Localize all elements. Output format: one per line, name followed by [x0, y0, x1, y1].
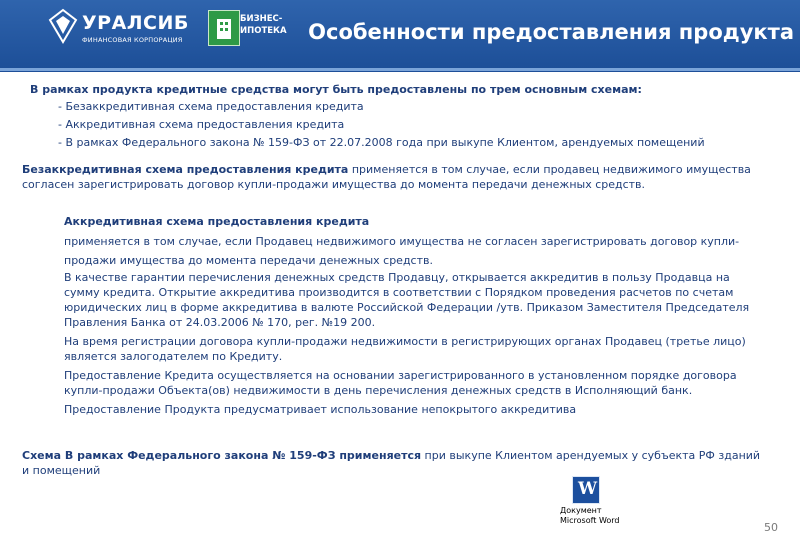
uralsib-logo: [48, 8, 198, 48]
header-divider-dark: [0, 71, 800, 72]
scheme-item: - Аккредитивная схема предоставления кредита: [58, 118, 345, 131]
badge-label: [240, 13, 287, 37]
badge-line-2: ИПОТЕКА: [240, 26, 287, 36]
scheme-item: - В рамках Федерального закона № 159-ФЗ от 22.07.2008 года при выкупе Клиентом, арендуемых помещений: [58, 136, 705, 149]
page-number: 50: [764, 521, 778, 534]
word-document-icon[interactable]: W: [572, 476, 600, 504]
embedded-word-document[interactable]: [560, 476, 640, 536]
block2-paragraph-4: Предоставление Кредита осуществляется на основании зарегистрированного в установленном порядке договора купли-продажи Объекта(ов) недвижимости в день перечисления денежных средств в Исполняющий банк.: [64, 369, 737, 397]
block2-paragraph-1: применяется в том случае, если Продавец недвижимого имущества не согласен зарегистрировать договор купли-продажи имущества до момента передачи денежных средств.: [64, 235, 740, 267]
block1-text: применяется в том случае, если продавец недвижимого имущества согласен зарегистрировать договор купли-продажи имущества до момента передачи денежных средств.: [22, 163, 751, 191]
slide-header: [0, 0, 800, 68]
page-title: Особенности предоставления продукта: [308, 20, 794, 44]
document-caption-line-2: Microsoft Word: [560, 516, 620, 525]
letter-of-credit-heading: Аккредитивная схема предоставления кредита: [64, 215, 370, 228]
document-caption: [560, 506, 620, 526]
document-caption-line-1: Документ: [560, 506, 602, 515]
federal-law-block: [22, 448, 762, 478]
letter-of-credit-block: [64, 232, 754, 421]
block2-paragraph-2: В качестве гарантии перечисления денежных средств Продавцу, открывается аккредитив в пользу Продавца на сумму кредита. Открытие аккредитива производится в соответствии с Порядком проведения расчетов по счетам юридических лиц в форме аккредитива в валюте Российской Федерации /утв. Приказом Заместителя Председателя Правления Банка от 24.03.2006 № 170, рег. №19 200.: [64, 271, 750, 329]
block2-paragraph-3: На время регистрации договора купли-продажи недвижимости в регистрирующих органах Продавец (третье лицо) является залогодателем по Кредиту.: [64, 335, 746, 363]
logo-subtitle: ФИНАНСОВАЯ КОРПОРАЦИЯ: [82, 36, 183, 44]
non-letter-of-credit-block: [22, 162, 762, 192]
business-mortgage-badge: [208, 10, 288, 44]
block1-heading: Безаккредитивная схема предоставления кредита: [22, 163, 349, 176]
badge-line-1: БИЗНЕС-: [240, 14, 283, 24]
block3-text: при выкупе Клиентом арендуемых у субъекта РФ зданий и помещений: [22, 449, 761, 477]
block3-heading: Схема В рамках Федерального закона № 159-ФЗ применяется: [22, 449, 422, 462]
building-icon: [208, 10, 240, 46]
uralsib-logo-icon: [48, 8, 78, 44]
logo-name: УРАЛСИБ: [82, 12, 189, 34]
schemes-list: [58, 99, 705, 153]
scheme-item: - Безаккредитивная схема предоставления кредита: [58, 100, 364, 113]
block2-paragraph-5: Предоставление Продукта предусматривает использование непокрытого аккредитива: [64, 403, 577, 416]
intro-text: В рамках продукта кредитные средства могут быть предоставлены по трем основным схемам:: [30, 83, 642, 96]
